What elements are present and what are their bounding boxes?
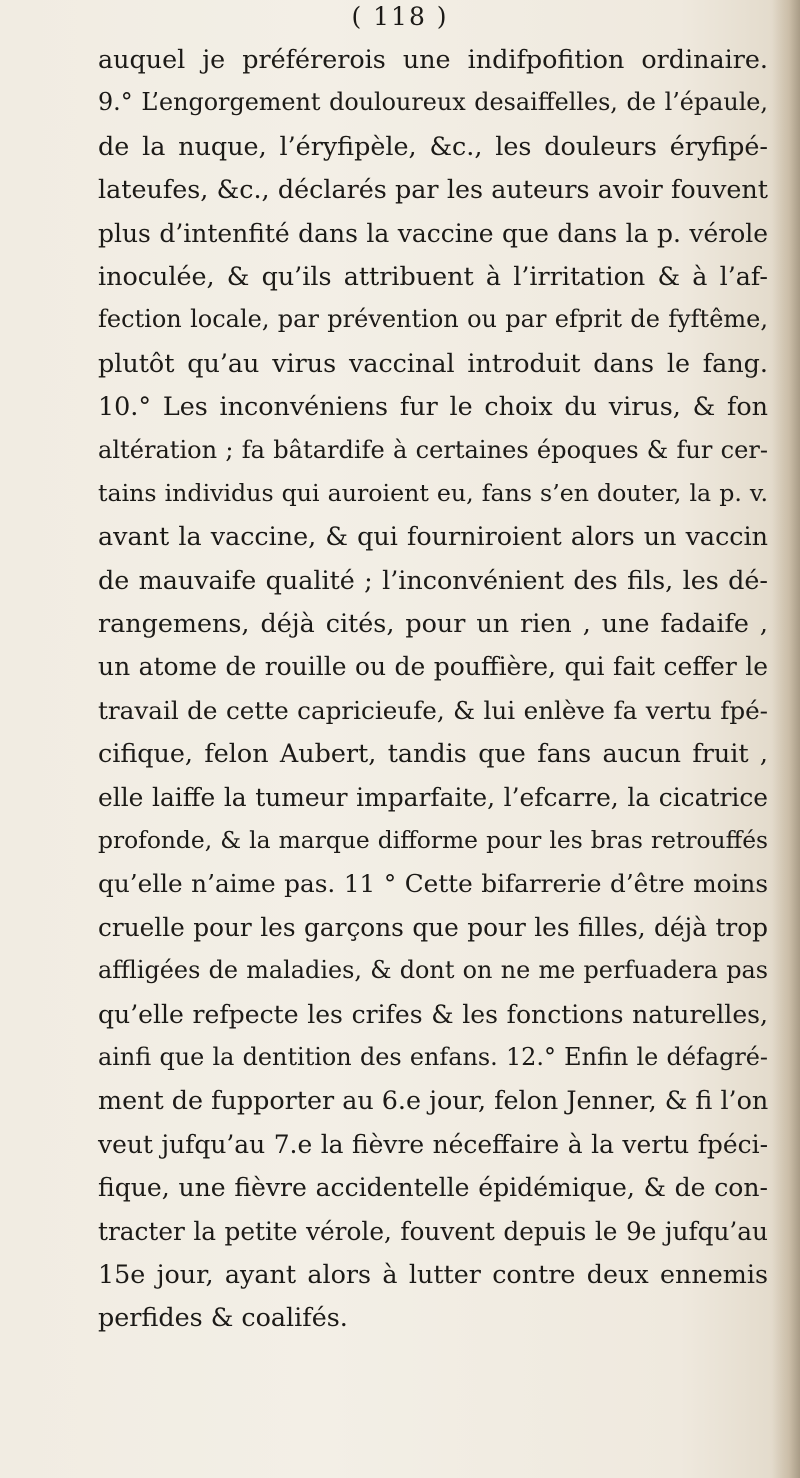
text-line: inoculée, & qu’ils attribuent à l’irritation & à l’af- — [98, 260, 768, 291]
text-line: elle laiffe la tumeur imparfaite, l’efcarre, la cicatrice — [98, 782, 768, 812]
text-line: 10.° Les inconvéniens fur le choix du virus, & fon — [98, 391, 768, 422]
text-line: de mauvaife qualité ; l’inconvénient des fils, les dé- — [98, 564, 768, 595]
text-line: fection locale, par prévention ou par efprit de fyftême, — [98, 305, 768, 334]
text-line: veut jufqu’au 7.e la fièvre néceffaire à la vertu fpéci- — [98, 1129, 768, 1159]
text-line: auquel je préférerois une indifpofition ordinaire. — [98, 44, 768, 74]
text-line: 15e jour, ayant alors à lutter contre deux ennemis — [98, 1258, 768, 1289]
page-number: ( 118 ) — [351, 2, 449, 31]
text-line: profonde, & la marque difforme pour les bras retrouffés — [98, 826, 768, 855]
text-line: qu’elle refpecte les crifes & les fonctions naturelles, — [98, 999, 768, 1029]
text-line: cifique, felon Aubert, tandis que fans aucun fruit , — [98, 738, 768, 769]
text-line: plutôt qu’au virus vaccinal introduit dans le fang. — [98, 347, 768, 378]
body-text — [98, 38, 768, 1340]
text-line: qu’elle n’aime pas. 11 ° Cette bifarrerie d’être moins — [98, 869, 768, 899]
text-line: plus d’intenfité dans la vaccine que dans la p. vérole — [98, 218, 768, 248]
text-line: lateufes, &c., déclarés par les auteurs avoir fouvent — [98, 174, 768, 205]
text-line: ainfi que la dentition des enfans. 12.° Enfin le défagré- — [98, 1042, 768, 1071]
text-line: de la nuque, l’éryfipèle, &c., les douleurs éryfipé- — [98, 130, 768, 161]
text-line: fique, une fièvre accidentelle épidémique, & de con- — [98, 1173, 768, 1203]
text-line: un atome de rouille ou de pouffière, qui fait ceffer le — [98, 652, 768, 682]
page-edge-shadow — [772, 0, 800, 1478]
text-line: affligées de maladies, & dont on ne me perfuadera pas — [98, 956, 768, 985]
text-line: 9.° L’engorgement douloureux desaiffelles, de l’épaule, — [98, 88, 768, 117]
text-line: avant la vaccine, & qui fourniroient alors un vaccin — [98, 521, 768, 552]
text-line: tracter la petite vérole, fouvent depuis le 9e jufqu’au — [98, 1216, 768, 1246]
text-line: perfides & coalifés. — [98, 1302, 348, 1333]
text-line: tains individus qui auroient eu, fans s’en douter, la p. v. — [98, 478, 768, 507]
text-line: travail de cette capricieufe, & lui enlève fa vertu fpé- — [98, 695, 768, 725]
text-line: altération ; fa bâtardife à certaines époques & fur cer- — [98, 435, 768, 464]
text-line: ment de fupporter au 6.e jour, felon Jenner, & fi l’on — [98, 1085, 769, 1116]
text-line: cruelle pour les garçons que pour les filles, déjà trop — [98, 912, 768, 942]
text-line: rangemens, déjà cités, pour un rien , une fadaife , — [98, 608, 768, 639]
